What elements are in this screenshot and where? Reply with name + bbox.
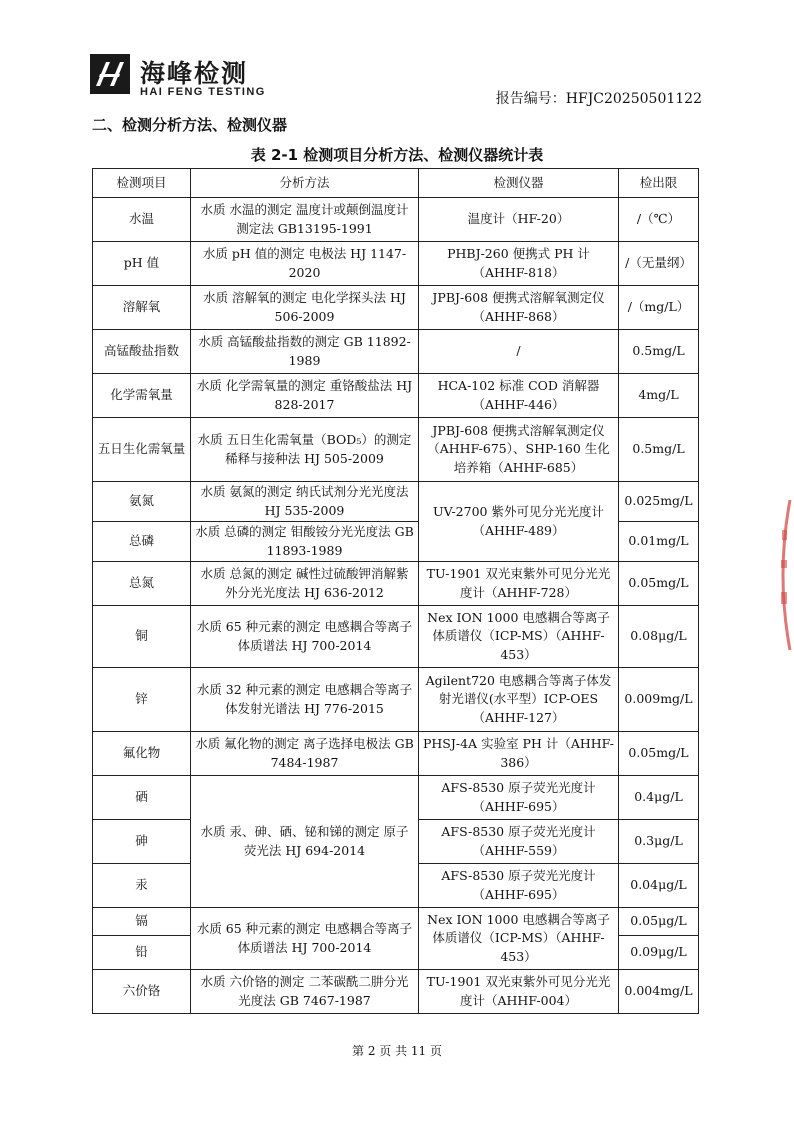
cell-limit: 0.004mg/L <box>619 970 699 1014</box>
table-row <box>93 562 699 606</box>
cell-instrument: Nex ION 1000 电感耦合等离子体质谱仪（ICP-MS）（AHHF-453） <box>419 606 619 668</box>
cell-instrument: JPBJ-608 便携式溶解氧测定仪（AHHF-868） <box>419 286 619 330</box>
cell-limit: /（无量纲） <box>619 242 699 286</box>
cell-instrument: TU-1901 双光束紫外可见分光光度计（AHHF-728） <box>419 562 619 606</box>
cell-limit: 0.05μg/L <box>619 908 699 936</box>
cell-limit: 0.09μg/L <box>619 936 699 970</box>
table-row <box>93 606 699 668</box>
cell-limit: 0.3μg/L <box>619 820 699 864</box>
cell-instrument: PHBJ-260 便携式 PH 计（AHHF-818） <box>419 242 619 286</box>
table-title: 表 2-1 检测项目分析方法、检测仪器统计表 <box>250 146 544 164</box>
table-row <box>93 970 699 1014</box>
cell-method: 水质 氨氮的测定 纳氏试剂分光光度法 HJ 535-2009 <box>191 482 419 522</box>
cell-method: 水质 水温的测定 温度计或颠倒温度计测定法 GB13195-1991 <box>191 198 419 242</box>
cell-instrument: PHSJ-4A 实验室 PH 计（AHHF-386） <box>419 732 619 776</box>
cell-item: 氨氮 <box>93 482 191 522</box>
table-row <box>93 330 699 374</box>
table-row <box>93 668 699 732</box>
page-footer: 第 2 页 共 11 页 <box>352 1044 442 1058</box>
cell-limit: 0.025mg/L <box>619 482 699 522</box>
cell-item: pH 值 <box>93 242 191 286</box>
table-row <box>93 776 699 820</box>
methods-table <box>92 168 699 1014</box>
company-logo <box>88 52 278 104</box>
cell-item: 五日生化需氧量 <box>93 418 191 482</box>
cell-instrument: AFS-8530 原子荧光光度计（AHHF-695） <box>419 864 619 908</box>
cell-limit: 0.04μg/L <box>619 864 699 908</box>
cell-item: 硒 <box>93 776 191 820</box>
cell-item: 总磷 <box>93 522 191 562</box>
table-row <box>93 482 699 522</box>
cell-method: 水质 溶解氧的测定 电化学探头法 HJ 506-2009 <box>191 286 419 330</box>
header-limit: 检出限 <box>619 169 699 198</box>
cell-item: 六价铬 <box>93 970 191 1014</box>
cell-limit: 0.01mg/L <box>619 522 699 562</box>
cell-item: 锌 <box>93 668 191 732</box>
cell-method: 水质 高锰酸盐指数的测定 GB 11892-1989 <box>191 330 419 374</box>
report-number: 报告编号：HFJC20250501122 <box>495 91 702 107</box>
table-header-row <box>93 169 699 198</box>
cell-limit: 0.5mg/L <box>619 418 699 482</box>
cell-limit: 0.05mg/L <box>619 732 699 776</box>
header-item: 检测项目 <box>93 169 191 198</box>
cell-item: 溶解氧 <box>93 286 191 330</box>
cell-limit: 0.05mg/L <box>619 562 699 606</box>
cell-instrument: Nex ION 1000 电感耦合等离子体质谱仪（ICP-MS）（AHHF-453） <box>419 908 619 970</box>
cell-instrument: UV-2700 紫外可见分光光度计（AHHF-489） <box>419 482 619 562</box>
cell-method: 水质 总磷的测定 钼酸铵分光光度法 GB 11893-1989 <box>191 522 419 562</box>
cell-limit: /（mg/L） <box>619 286 699 330</box>
seal-stamp-edge <box>770 500 794 650</box>
header-instrument: 检测仪器 <box>419 169 619 198</box>
cell-method: 水质 六价铬的测定 二苯碳酰二肼分光光度法 GB 7467-1987 <box>191 970 419 1014</box>
logo-mark-icon <box>88 52 132 96</box>
cell-limit: 0.4μg/L <box>619 776 699 820</box>
cell-item: 水温 <box>93 198 191 242</box>
cell-method: 水质 氟化物的测定 离子选择电极法 GB 7484-1987 <box>191 732 419 776</box>
cell-limit: 0.08μg/L <box>619 606 699 668</box>
cell-item: 汞 <box>93 864 191 908</box>
cell-item: 总氮 <box>93 562 191 606</box>
logo-en-text: HAI FENG TESTING <box>140 86 266 98</box>
cell-instrument: HCA-102 标准 COD 消解器（AHHF-446） <box>419 374 619 418</box>
cell-method: 水质 65 种元素的测定 电感耦合等离子体质谱法 HJ 700-2014 <box>191 908 419 970</box>
header-method: 分析方法 <box>191 169 419 198</box>
cell-limit: 0.5mg/L <box>619 330 699 374</box>
cell-method: 水质 pH 值的测定 电极法 HJ 1147-2020 <box>191 242 419 286</box>
cell-instrument: / <box>419 330 619 374</box>
cell-method: 水质 化学需氧量的测定 重铬酸盐法 HJ 828-2017 <box>191 374 419 418</box>
table-row <box>93 242 699 286</box>
cell-item: 砷 <box>93 820 191 864</box>
table-row <box>93 732 699 776</box>
cell-instrument: AFS-8530 原子荧光光度计（AHHF-695） <box>419 776 619 820</box>
section-title: 二、检测分析方法、检测仪器 <box>92 116 288 134</box>
logo-cn-text: 海峰检测 <box>140 59 249 88</box>
cell-instrument: JPBJ-608 便携式溶解氧测定仪（AHHF-675）、SHP-160 生化培养箱（AHHF-685） <box>419 418 619 482</box>
cell-instrument: TU-1901 双光束紫外可见分光光度计（AHHF-004） <box>419 970 619 1014</box>
cell-item: 铜 <box>93 606 191 668</box>
table-row <box>93 908 699 936</box>
cell-limit: 0.009mg/L <box>619 668 699 732</box>
cell-method: 水质 五日生化需氧量（BOD₅）的测定 稀释与接种法 HJ 505-2009 <box>191 418 419 482</box>
table-row <box>93 374 699 418</box>
cell-item: 高锰酸盐指数 <box>93 330 191 374</box>
cell-method: 水质 汞、砷、硒、铋和锑的测定 原子荧光法 HJ 694-2014 <box>191 776 419 908</box>
cell-instrument: 温度计（HF-20） <box>419 198 619 242</box>
cell-item: 氟化物 <box>93 732 191 776</box>
cell-limit: 4mg/L <box>619 374 699 418</box>
cell-instrument: Agilent720 电感耦合等离子体发射光谱仪(水平型）ICP-OES（AHHF-127） <box>419 668 619 732</box>
cell-method: 水质 32 种元素的测定 电感耦合等离子体发射光谱法 HJ 776-2015 <box>191 668 419 732</box>
cell-instrument: AFS-8530 原子荧光光度计（AHHF-559） <box>419 820 619 864</box>
table-row <box>93 198 699 242</box>
table-row <box>93 418 699 482</box>
cell-item: 化学需氧量 <box>93 374 191 418</box>
cell-method: 水质 总氮的测定 碱性过硫酸钾消解紫外分光光度法 HJ 636-2012 <box>191 562 419 606</box>
cell-item: 铅 <box>93 936 191 970</box>
cell-limit: /（℃） <box>619 198 699 242</box>
cell-item: 镉 <box>93 908 191 936</box>
table-row <box>93 286 699 330</box>
cell-method: 水质 65 种元素的测定 电感耦合等离子体质谱法 HJ 700-2014 <box>191 606 419 668</box>
